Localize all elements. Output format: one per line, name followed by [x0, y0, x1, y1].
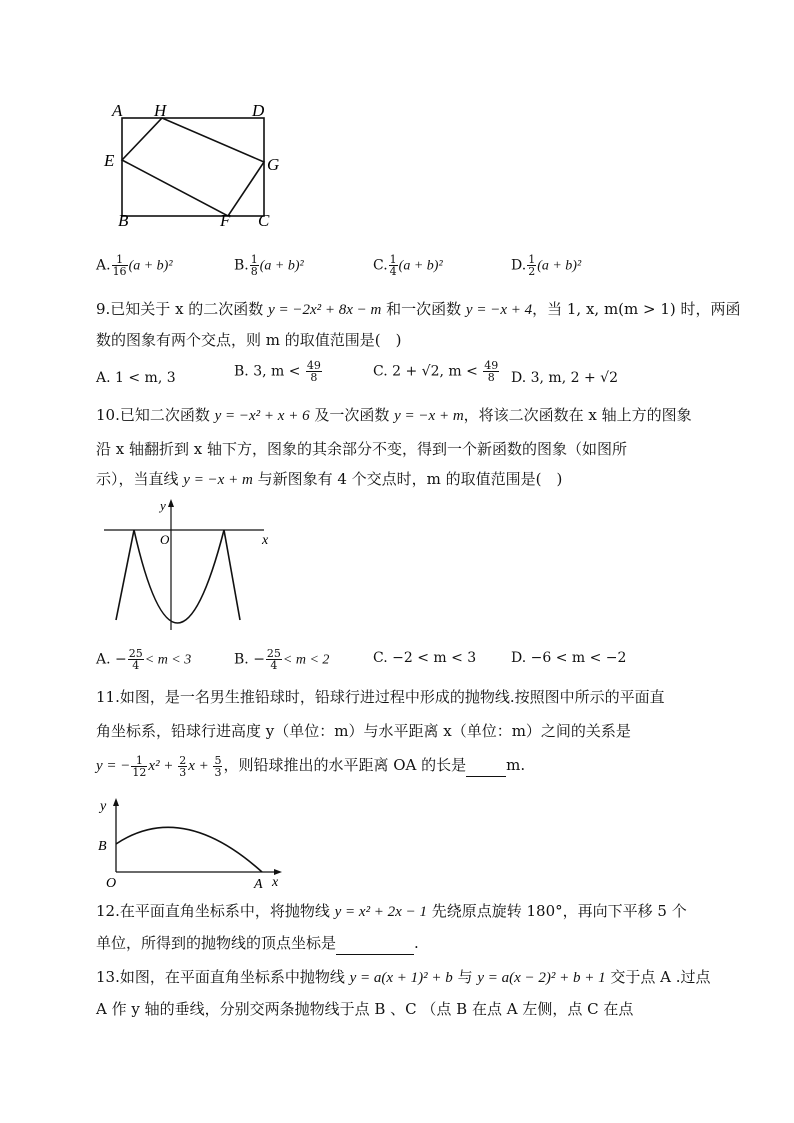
label-H: H — [154, 101, 167, 120]
q11-graph-b: B — [98, 839, 107, 854]
label-C: C — [258, 211, 270, 230]
q12-answer-blank — [336, 932, 414, 955]
label-B: B — [118, 211, 129, 230]
q11-graph — [94, 794, 294, 890]
label-E: E — [104, 151, 115, 170]
q9-option-c: C. 2 + √2, m < $\frac{49}{8}$ — [373, 359, 499, 384]
q11-graph-o: O — [106, 876, 117, 890]
q11-graph-a: A — [254, 877, 263, 890]
q8-option-d: D. $\frac{1}{2}$ (a + b)² — [511, 253, 582, 278]
label-G: G — [267, 155, 280, 174]
q11-answer-blank — [466, 754, 506, 777]
q9-line2: 数的图象有两个交点，则 m 的取值范围是( ) — [96, 331, 402, 349]
q10-graph-x: x — [262, 533, 269, 548]
label-F: F — [220, 211, 231, 230]
q10-option-d: D. −6 < m < −2 — [511, 650, 627, 666]
q11-line3: y = − $\frac{1}{12}$ x² + $\frac{2}{3}$ x + $\frac{5}{3}$ ，则铅球推出的水平距离 OA 的长是 m. — [96, 753, 526, 779]
q11-graph-x: x — [272, 875, 279, 890]
q9-line1: 9.已知关于 x 的二次函数 y = −2x² + 8x − m 和一次函数 y = −x + 4，当 1, x, m(m > 1) 时，两函 — [96, 300, 741, 318]
q10-graph — [104, 496, 284, 632]
q9-option-a: A. 1 < m, 3 — [96, 370, 176, 386]
q10-line2: 沿 x 轴翻折到 x 轴下方，图象的其余部分不变，得到一个新函数的图象（如图所 — [96, 440, 627, 458]
q10-line3: 示），当直线 y = −x + m 与新图象有 4 个交点时，m 的取值范围是( ) — [96, 470, 563, 488]
rectangle-figure — [100, 98, 290, 230]
q10-option-b: B. − $\frac{25}{4}$ < m < 2 — [234, 647, 330, 672]
label-A: A — [112, 101, 123, 120]
q11-graph-y: y — [100, 799, 107, 814]
q13-line2: A 作 y 轴的垂线，分别交两条抛物线于点 B 、C （点 B 在点 A 左侧，点 C 在点 — [96, 1000, 634, 1018]
label-D: D — [252, 101, 265, 120]
q12-line2: 单位，所得到的抛物线的顶点坐标是 . — [96, 932, 419, 955]
q10-graph-y: y — [160, 498, 166, 513]
q10-line1: 10.已知二次函数 y = −x² + x + 6 及一次函数 y = −x + m，将该二次函数在 x 轴上方的图象 — [96, 406, 692, 424]
q8-option-a: A. $\frac{1}{16}$ (a + b)² — [96, 253, 173, 278]
q8-option-b: B. $\frac{1}{8}$ (a + b)² — [234, 253, 304, 278]
q9-option-d: D. 3, m, 2 + √2 — [511, 370, 618, 386]
q10-option-c: C. −2 < m < 3 — [373, 650, 477, 666]
q11-line1: 11.如图，是一名男生推铅球时，铅球行进过程中形成的抛物线.按照图中所示的平面直 — [96, 688, 665, 706]
q10-graph-o: O — [160, 532, 170, 547]
q10-option-a: A. − $\frac{25}{4}$ < m < 3 — [96, 647, 192, 672]
q12-line1: 12.在平面直角坐标系中，将抛物线 y = x² + 2x − 1 先绕原点旋转 180°，再向下平移 5 个 — [96, 902, 687, 920]
q13-line1: 13.如图，在平面直角坐标系中抛物线 y = a(x + 1)² + b 与 y = a(x − 2)² + b + 1 交于点 A .过点 — [96, 968, 711, 986]
q8-option-c: C. $\frac{1}{4}$ (a + b)² — [373, 253, 443, 278]
q9-option-b: B. 3, m < $\frac{49}{8}$ — [234, 359, 321, 384]
q11-line2: 角坐标系，铅球行进高度 y（单位：m）与水平距离 x（单位：m）之间的关系是 — [96, 722, 631, 740]
